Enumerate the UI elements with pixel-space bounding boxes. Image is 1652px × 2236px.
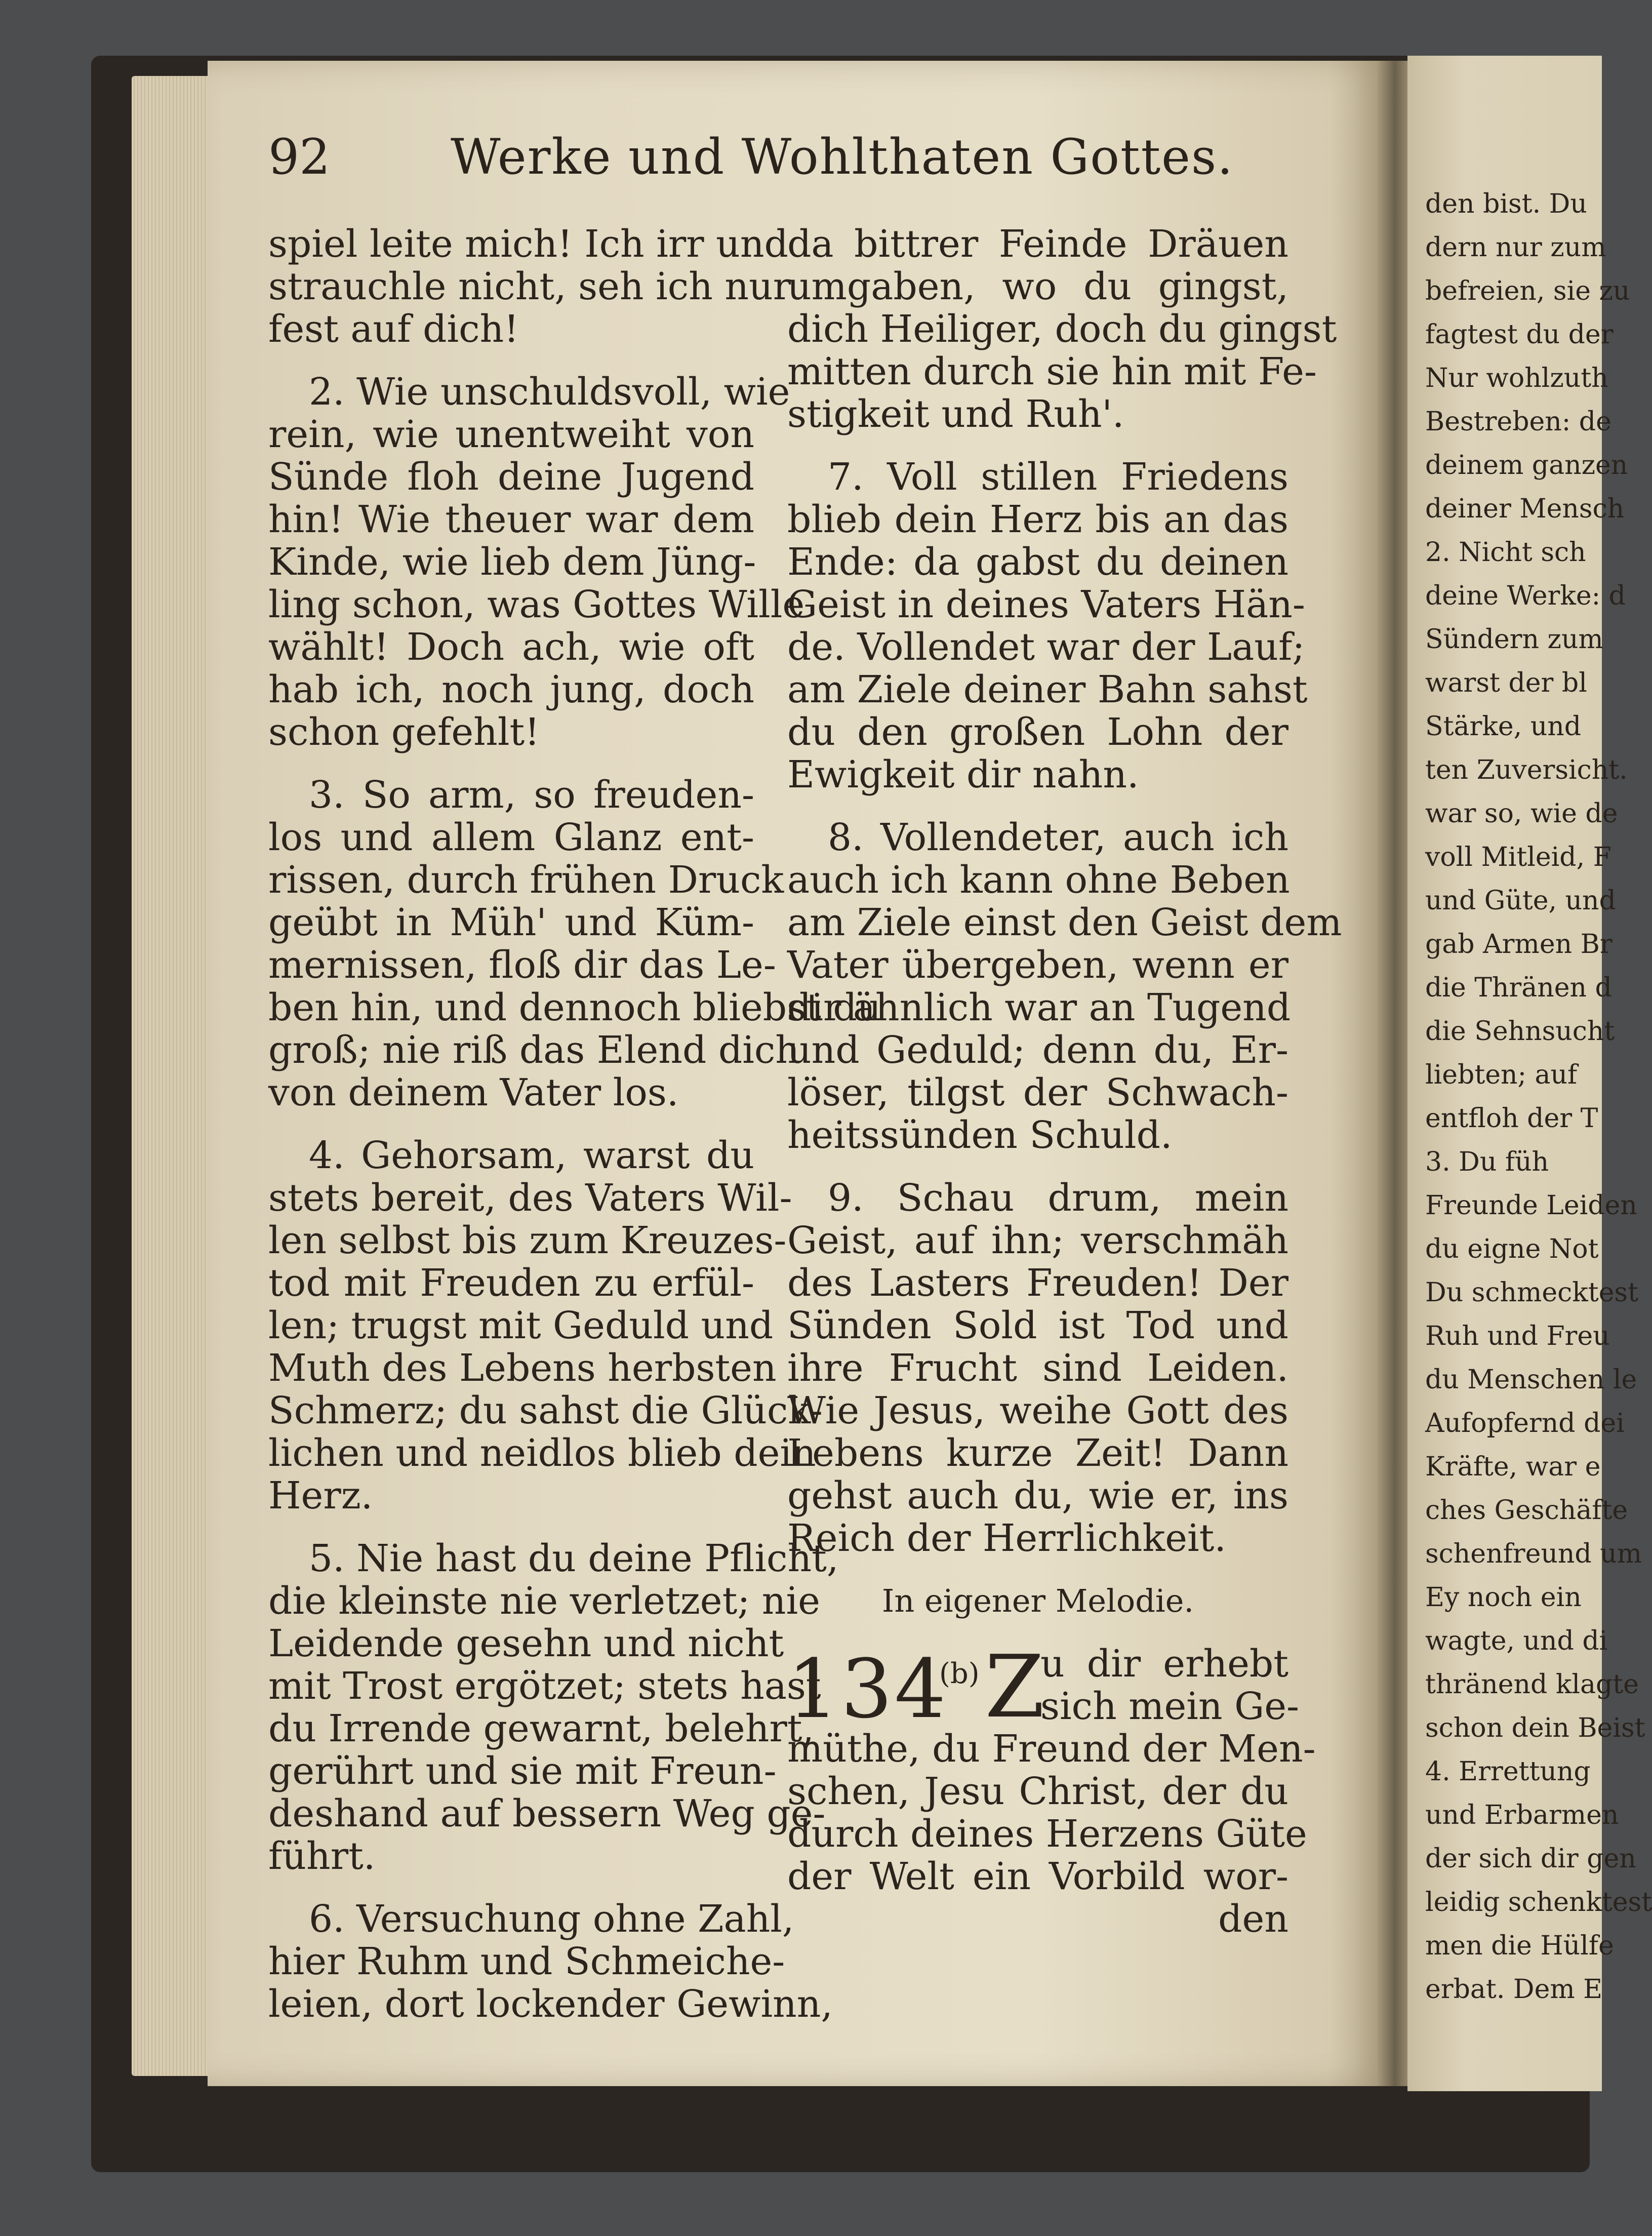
text-line: Wie Jesus, weihe Gott des — [787, 1389, 1288, 1432]
text-line: Sünde floh deine Jugend — [268, 455, 754, 499]
text-line: schen, Jesu Christ, der du — [787, 1770, 1288, 1813]
text-line: Muth des Lebens herbsten — [268, 1346, 777, 1390]
hymn-first-lines — [1040, 1642, 1299, 1728]
text-line: Ende: da gabst du deinen — [787, 540, 1288, 584]
text-line: und Geduld; denn du, Er- — [787, 1028, 1288, 1072]
fragment-line: dern nur zum — [1425, 232, 1606, 263]
fragment-line: men die Hülfe — [1425, 1931, 1614, 1961]
fragment-line: ten Zuversicht. — [1425, 755, 1628, 785]
text-line: Ewigkeit dir nahn. — [787, 753, 1139, 796]
page-header — [268, 122, 1234, 192]
text-line: ling schon, was Gottes Wille — [268, 583, 805, 626]
text-line: hin! Wie theuer war dem — [268, 498, 754, 541]
text-line: Lebens kurze Zeit! Dann — [787, 1431, 1288, 1475]
text-line: auch ich kann ohne Beben — [787, 858, 1290, 902]
fragment-line: warst der bl — [1425, 668, 1587, 698]
fragment-line: und Erbarmen — [1425, 1800, 1619, 1830]
fragment-line: Ey noch ein — [1425, 1582, 1582, 1613]
page-number: 92 — [268, 129, 331, 185]
hymn-mark: (b) — [939, 1657, 980, 1690]
text-line: mitten durch sie hin mit Fe- — [787, 350, 1317, 393]
text-line: hab ich, noch jung, doch — [268, 668, 754, 711]
text-line: müthe, du Freund der Men- — [787, 1727, 1316, 1771]
stanza-gap — [268, 753, 754, 774]
text-line: ben hin, und dennoch bliebst du — [268, 986, 881, 1029]
text-line: ihre Frucht sind Leiden. — [787, 1346, 1288, 1390]
right-text-column — [787, 222, 1342, 1941]
text-line: umgaben, wo du gingst, — [787, 265, 1288, 308]
text-line: du den großen Lohn der — [787, 710, 1288, 754]
stanza-gap — [787, 435, 1288, 456]
stanza-gap — [787, 796, 1288, 816]
text-line: gerührt und sie mit Freun- — [268, 1749, 777, 1793]
text-line: mit Trost ergötzet; stets hast — [268, 1664, 821, 1708]
melody-note: In eigener Melodie. — [881, 1582, 1194, 1619]
text-line: durch deines Herzens Güte — [787, 1812, 1307, 1856]
fragment-line: befreien, sie zu — [1425, 276, 1630, 306]
fragment-line: schon dein Beist — [1425, 1713, 1645, 1743]
fragment-line: voll Mitleid, F — [1425, 842, 1611, 872]
text-line: sich mein Ge- — [1040, 1685, 1299, 1728]
stanza-start: 9. Schau drum, mein — [828, 1176, 1288, 1220]
text-line: spiel leite mich! Ich irr und — [268, 222, 788, 266]
hymn-number: 134 — [787, 1642, 948, 1736]
fragment-line: fagtest du der — [1425, 320, 1614, 350]
text-line: schon gefehlt! — [268, 710, 540, 754]
text-line: Sünden Sold ist Tod und — [787, 1304, 1288, 1347]
text-line: tod mit Freuden zu erfül- — [268, 1261, 754, 1305]
running-head: Werke und Wohlthaten Gottes. — [451, 129, 1234, 185]
text-line: Geist in deines Vaters Hän- — [787, 583, 1305, 626]
text-line: Kinde, wie lieb dem Jüng- — [268, 540, 756, 584]
stanza-start: 7. Voll stillen Friedens — [828, 455, 1288, 499]
text-line: der Welt ein Vorbild wor- — [787, 1855, 1288, 1898]
stanza-gap — [268, 1517, 754, 1537]
text-line: los und allem Glanz ent- — [268, 816, 754, 859]
fragment-line: thränend klagte — [1425, 1669, 1639, 1700]
text-line: am Ziele einst den Geist dem — [787, 901, 1342, 944]
fragment-line: und Güte, und — [1425, 886, 1616, 916]
fragment-line: 4. Errettung — [1425, 1756, 1591, 1787]
text-line: blieb dein Herz bis an das — [787, 498, 1288, 541]
fragment-line: die Sehnsucht — [1425, 1016, 1615, 1047]
text-line: de. Vollendet war der Lauf; — [787, 625, 1305, 669]
text-line: hier Ruhm und Schmeiche- — [268, 1940, 785, 1983]
fragment-line: du Menschen le — [1425, 1365, 1637, 1395]
fragment-line: deiner Mensch — [1425, 494, 1625, 524]
fragment-line: entfloh der T — [1425, 1103, 1598, 1134]
fragment-line: Du schmecktest — [1425, 1277, 1638, 1308]
text-line: Leidende gesehn und nicht — [268, 1622, 784, 1665]
stanza-gap — [268, 1114, 754, 1134]
stanza-gap — [787, 1156, 1288, 1177]
page-edges — [132, 76, 213, 2076]
fragment-line: war so, wie de — [1425, 798, 1618, 829]
text-line: da bittrer Feinde Dräuen — [787, 222, 1288, 266]
fragment-line: Freunde Leiden — [1425, 1190, 1637, 1221]
fragment-line: ches Geschäfte — [1425, 1495, 1628, 1526]
text-line: dich Heiliger, doch du gingst — [787, 307, 1337, 351]
fragment-line: gab Armen Br — [1425, 929, 1613, 960]
text-line: rissen, durch frühen Druck — [268, 858, 784, 902]
drop-initial: Z — [985, 1637, 1045, 1737]
stanza-start: 6. Versuchung ohne Zahl, — [309, 1897, 794, 1941]
text-line: fest auf dich! — [268, 307, 519, 351]
fragment-line: Nur wohlzuth — [1425, 363, 1608, 393]
fragment-line: 3. Du füh — [1425, 1147, 1549, 1177]
stanza-start: 5. Nie hast du deine Pflicht, — [309, 1537, 839, 1580]
fragment-line: du eigne Not — [1425, 1234, 1599, 1264]
text-line: strauchle nicht, seh ich nur — [268, 265, 791, 308]
stanza-start: 3. So arm, so freuden- — [309, 773, 754, 817]
stanza-start: 8. Vollendeter, auch ich — [828, 816, 1288, 859]
stanza-start: 2. Wie unschuldsvoll, wie — [309, 370, 790, 414]
fragment-line: deinem ganzen — [1425, 450, 1628, 481]
text-line: dir ähnlich war an Tugend — [787, 986, 1291, 1029]
text-line: geübt in Müh' und Küm- — [268, 901, 754, 944]
fragment-line: Stärke, und — [1425, 711, 1581, 742]
text-line: leien, dort lockender Gewinn, — [268, 1982, 833, 2026]
text-line: von deinem Vater los. — [268, 1071, 679, 1114]
text-line: heitssünden Schuld. — [787, 1113, 1173, 1157]
text-line: len selbst bis zum Kreuzes- — [268, 1219, 787, 1262]
fragment-line: Ruh und Freu — [1425, 1321, 1610, 1351]
fragment-line: Bestreben: de — [1425, 407, 1611, 437]
text-line: stigkeit und Ruh'. — [787, 392, 1124, 436]
fragment-line: Kräfte, war e — [1425, 1452, 1601, 1482]
fragment-line: leidig schenktest — [1425, 1887, 1652, 1918]
text-line: gehst auch du, wie er, ins — [787, 1474, 1288, 1518]
text-line: des Lasters Freuden! Der — [787, 1261, 1288, 1305]
stanza-gap — [787, 1560, 1288, 1580]
text-line: führt. — [268, 1834, 376, 1878]
text-line: len; trugst mit Geduld und — [268, 1304, 774, 1347]
fragment-line: Aufopfernd dei — [1425, 1408, 1625, 1439]
fragment-line: liebten; auf — [1425, 1060, 1578, 1090]
text-line: rein, wie unentweiht von — [268, 413, 754, 456]
text-line: am Ziele deiner Bahn sahst — [787, 668, 1308, 711]
facing-page-fragment — [1425, 182, 1652, 2011]
stanza-gap — [268, 350, 754, 371]
text-line: deshand auf bessern Weg ge- — [268, 1792, 826, 1835]
fragment-line: deine Werke: d — [1425, 581, 1626, 611]
hymn-opening — [787, 1637, 1299, 1737]
catchword: den — [1218, 1897, 1288, 1941]
stanza-start: 4. Gehorsam, warst du — [309, 1134, 754, 1177]
text-line: groß; nie riß das Elend dich — [268, 1028, 799, 1072]
text-line: wählt! Doch ach, wie oft — [268, 625, 754, 669]
text-line: die kleinste nie verletzet; nie — [268, 1579, 820, 1623]
fragment-line: Sündern zum — [1425, 624, 1603, 655]
text-line: Vater übergeben, wenn er — [787, 943, 1288, 987]
text-line: u dir erhebt — [1040, 1642, 1288, 1686]
fragment-line: schenfreund um — [1425, 1539, 1642, 1569]
fragment-line: erbat. Dem E — [1425, 1974, 1603, 2005]
fragment-line: 2. Nicht sch — [1425, 537, 1586, 568]
text-line: lichen und neidlos blieb dein — [268, 1431, 816, 1475]
text-line: mernissen, floß dir das Le- — [268, 943, 776, 987]
text-line: Herz. — [268, 1474, 373, 1518]
fragment-line: den bist. Du — [1425, 189, 1587, 219]
text-line: Reich der Herrlichkeit. — [787, 1516, 1226, 1560]
stanza-gap — [268, 1878, 754, 1898]
fragment-line: wagte, und di — [1425, 1626, 1608, 1656]
text-line: löser, tilgst der Schwach- — [787, 1071, 1288, 1114]
text-line: stets bereit, des Vaters Wil- — [268, 1176, 792, 1220]
text-line: Geist, auf ihn; verschmäh — [787, 1219, 1288, 1262]
fragment-line: der sich dir gen — [1425, 1844, 1636, 1874]
text-line: Schmerz; du sahst die Glück- — [268, 1389, 823, 1432]
fragment-line: die Thränen d — [1425, 973, 1612, 1003]
text-line: du Irrende gewarnt, belehrt, — [268, 1707, 815, 1750]
